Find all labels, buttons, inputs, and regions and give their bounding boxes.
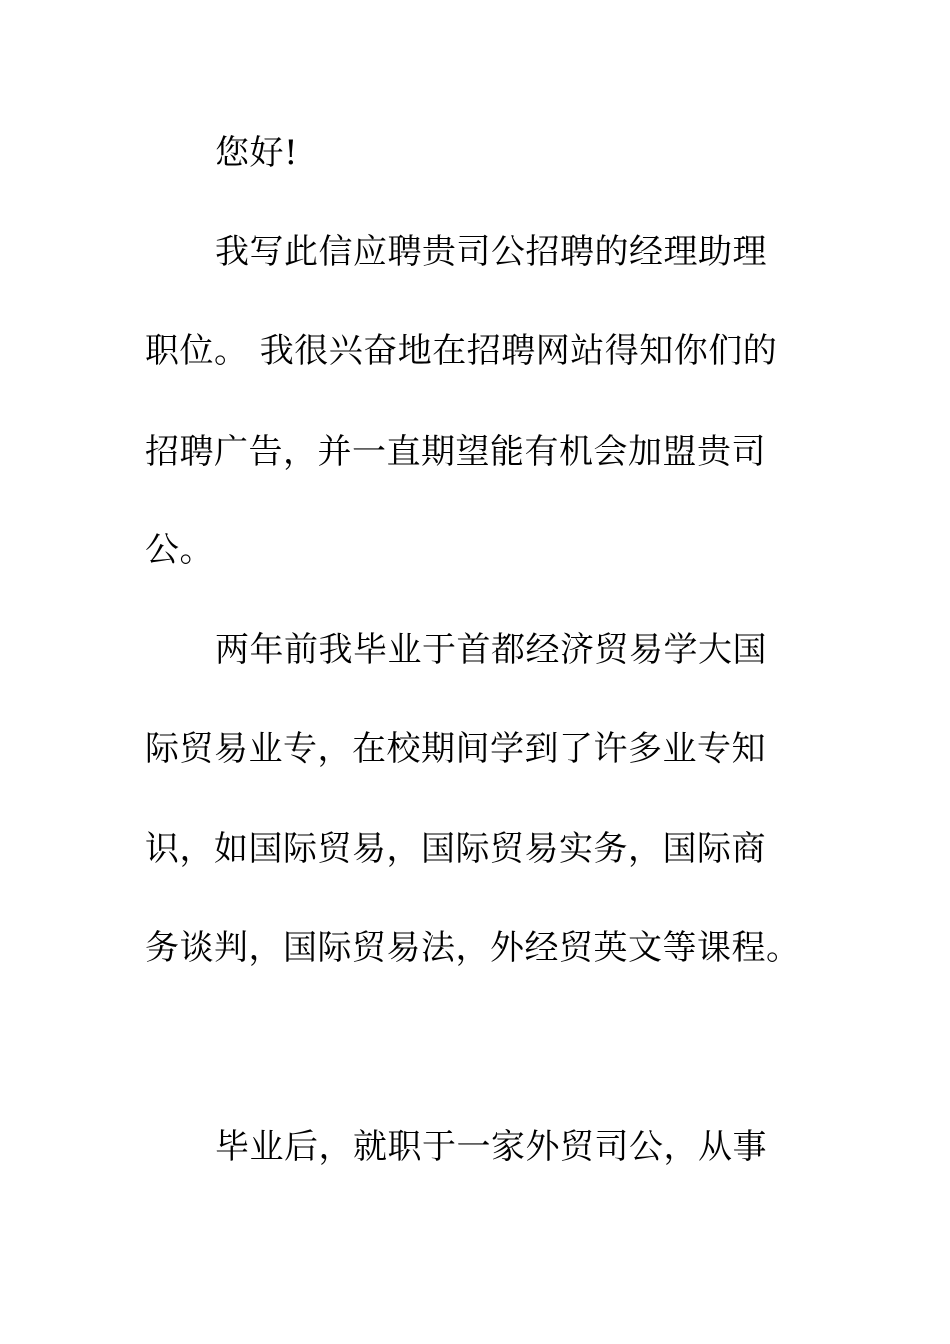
paragraph-1-line-4: 公。 [145,530,214,570]
paragraph-1-line-3: 招聘广告，并一直期望能有机会加盟贵司 [145,432,766,472]
paragraph-2-line-1: 两年前我毕业于首都经济贸易学大国 [215,630,767,670]
paragraph-2-line-2: 际贸易业专，在校期间学到了许多业专知 [145,729,766,769]
paragraph-3-line-1: 毕业后，就职于一家外贸司公，从事 [215,1127,767,1167]
paragraph-1-line-1: 我写此信应聘贵司公招聘的经理助理 [215,232,767,272]
greeting: 您好! [215,133,299,173]
paragraph-2-line-4: 务谈判，国际贸易法，外经贸英文等课程。 [145,928,801,968]
paragraph-2-line-3: 识，如国际贸易，国际贸易实务，国际商 [145,829,766,869]
paragraph-1-line-2: 职位。 我很兴奋地在招聘网站得知你们的 [145,331,778,371]
